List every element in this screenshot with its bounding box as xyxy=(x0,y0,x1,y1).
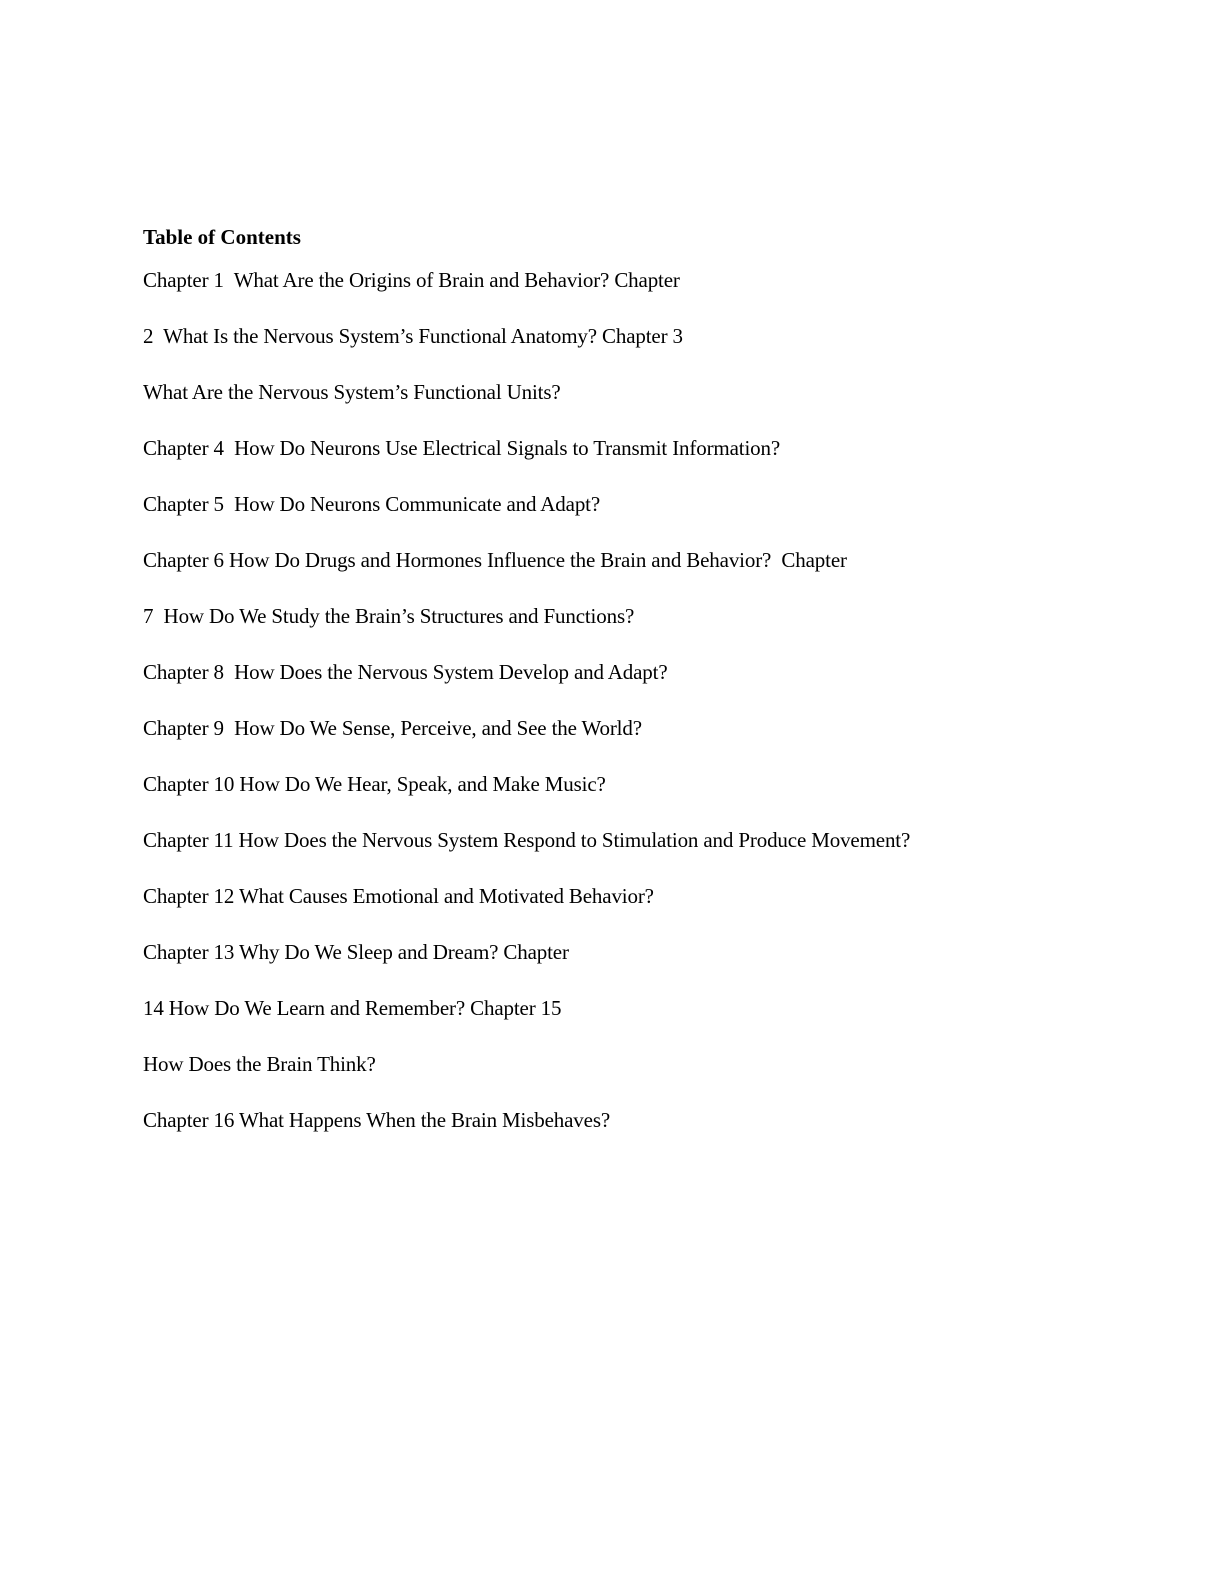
toc-line: Chapter 13 Why Do We Sleep and Dream? Chapter xyxy=(143,940,569,964)
toc-line: Chapter 9 How Do We Sense, Perceive, and See the World? xyxy=(143,716,642,740)
toc-line: Chapter 4 How Do Neurons Use Electrical Signals to Transmit Information? xyxy=(143,436,781,460)
toc-line: 7 How Do We Study the Brain’s Structures and Functions? xyxy=(143,604,635,628)
toc-line: How Does the Brain Think? xyxy=(143,1052,376,1076)
toc-line: What Are the Nervous System’s Functional Units? xyxy=(143,380,561,404)
toc-heading: Table of Contents xyxy=(143,225,301,249)
toc-line: Chapter 11 How Does the Nervous System Respond to Stimulation and Produce Movement? xyxy=(143,828,911,852)
toc-line: Chapter 5 How Do Neurons Communicate and Adapt? xyxy=(143,492,601,516)
table-of-contents xyxy=(143,222,1103,1161)
toc-line: Chapter 16 What Happens When the Brain Misbehaves? xyxy=(143,1108,611,1132)
toc-line: Chapter 6 How Do Drugs and Hormones Influence the Brain and Behavior? Chapter xyxy=(143,548,847,572)
toc-list xyxy=(143,265,1103,1135)
toc-line: Chapter 12 What Causes Emotional and Motivated Behavior? xyxy=(143,884,654,908)
toc-line: Chapter 8 How Does the Nervous System Develop and Adapt? xyxy=(143,660,668,684)
toc-line: 2 What Is the Nervous System’s Functional Anatomy? Chapter 3 xyxy=(143,324,683,348)
toc-line: 14 How Do We Learn and Remember? Chapter 15 xyxy=(143,996,562,1020)
toc-line: Chapter 1 What Are the Origins of Brain and Behavior? Chapter xyxy=(143,268,680,292)
toc-line: Chapter 10 How Do We Hear, Speak, and Make Music? xyxy=(143,772,606,796)
